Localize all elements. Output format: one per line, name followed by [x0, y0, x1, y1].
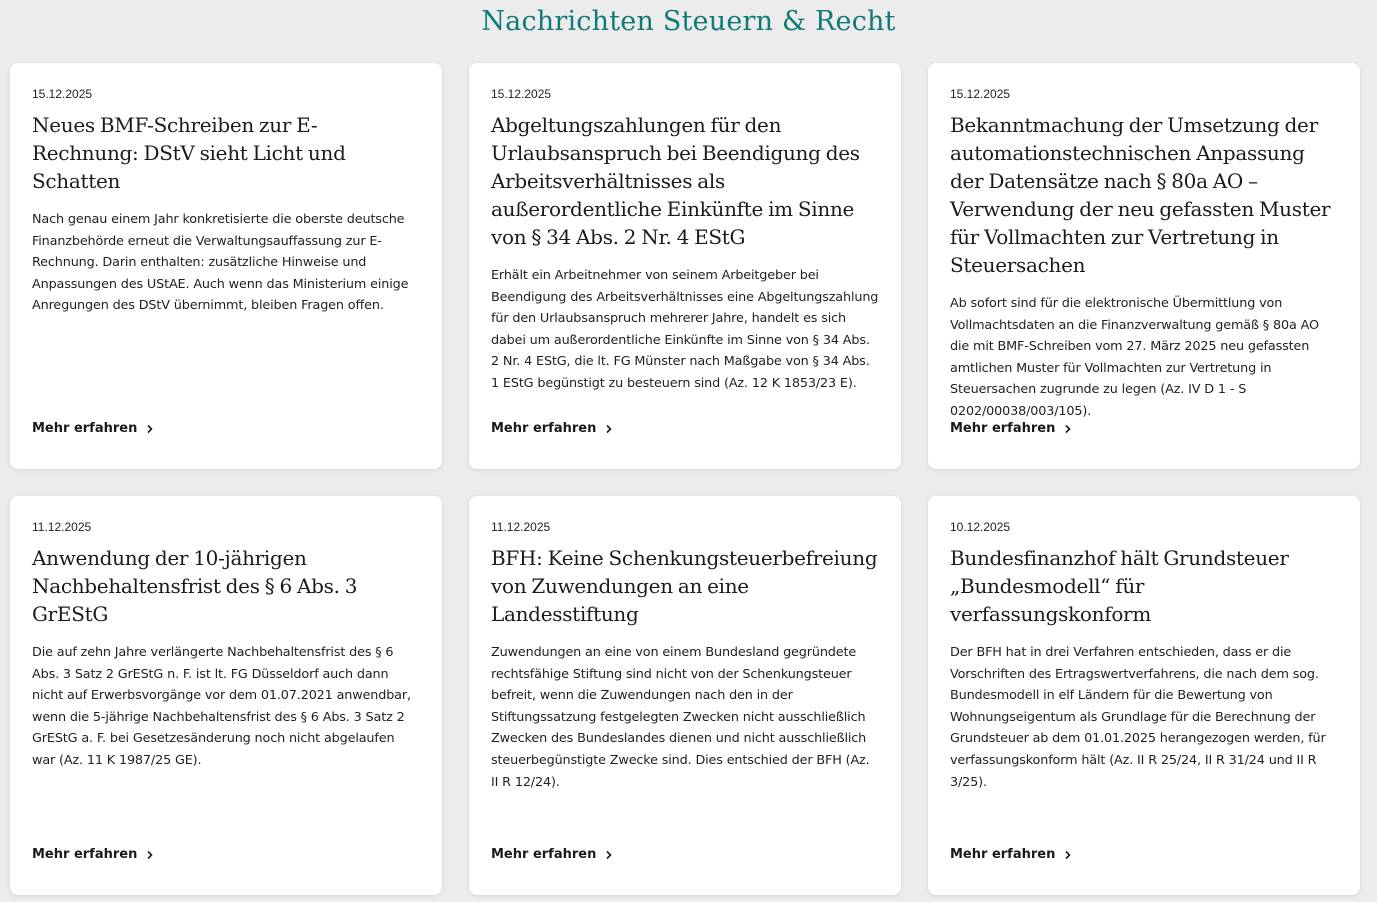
card-title[interactable]: Anwendung der 10-jährigen Nachbehaltensfrist des § 6 Abs. 3 GrEStG — [32, 546, 358, 626]
card-date: 15.12.2025 — [32, 87, 93, 101]
card-teaser: Erhält ein Arbeitnehmer von seinem Arbeitgeber bei Beendigung des Arbeitsverhältnisses eine Abgeltungszahlung für den Urlaubsanspruch mehrerer Jahre, handelt es sich dabei um außerordentliche Einkünfte im Sinne von § 34 Abs. 2 Nr. 4 EStG, die lt. FG Münster nach Maßgabe von § 34 Abs. 1 EStG begünstigt zu besteuern sind (Az. 12 K 1853/23 E). — [491, 268, 879, 391]
news-card — [10, 63, 442, 469]
chevron-right-icon — [1063, 424, 1073, 434]
card-teaser: Zuwendungen an eine von einem Bundesland gegründete rechtsfähige Stiftung sind nicht von der Schenkungsteuer befreit, wenn die Zuwendungen nach den in der Stiftungssatzung festgelegten Zwecken nicht ausschließlich Zwecken des Bundeslandes dienen und nicht ausschließlich steuerbegünstigte Zwecke sind. Dies entschied der BFH (Az. II R 12/24). — [491, 645, 870, 790]
news-card — [928, 496, 1360, 895]
card-title[interactable]: Abgeltungszahlungen für den Urlaubsanspruch bei Beendigung des Arbeitsverhältnisses als außerordentliche Einkünfte im Sinne von § 34 Abs. 2 Nr. 4 EStG — [491, 113, 860, 249]
page-title: Nachrichten Steuern & Recht — [481, 6, 896, 37]
chevron-right-icon — [1063, 850, 1073, 860]
news-card — [10, 496, 442, 895]
card-teaser: Ab sofort sind für die elektronische Übermittlung von Vollmachtsdaten an die Finanzverwaltung gemäß § 80a AO die mit BMF-Schreiben vom 27. März 2025 neu gefassten amtlichen Muster für Vollmachten zur Vertretung in Steuersachen zugrunde zu legen (Az. IV D 1 - S 0202/00038/003/105). — [950, 296, 1319, 419]
more-link-label: Mehr erfahren — [950, 421, 1056, 436]
card-title[interactable]: Neues BMF-Schreiben zur E-Rechnung: DStV sieht Licht und Schatten — [32, 113, 346, 193]
card-date: 15.12.2025 — [491, 87, 552, 101]
more-link[interactable] — [491, 421, 614, 436]
card-date: 11.12.2025 — [491, 520, 551, 534]
more-link-label: Mehr erfahren — [491, 847, 597, 862]
news-card — [469, 63, 901, 469]
more-link-label: Mehr erfahren — [32, 421, 138, 436]
card-date: 10.12.2025 — [950, 520, 1011, 534]
chevron-right-icon — [604, 850, 614, 860]
more-link[interactable] — [32, 421, 155, 436]
chevron-right-icon — [604, 424, 614, 434]
more-link-label: Mehr erfahren — [950, 847, 1056, 862]
card-teaser: Die auf zehn Jahre verlängerte Nachbehaltensfrist des § 6 Abs. 3 Satz 2 GrEStG n. F. ist lt. FG Düsseldorf auch dann nicht auf Erwerbsvorgänge vor dem 01.07.2021 anwendbar, wenn die 5-jährige Nachbehaltensfrist des § 6 Abs. 3 Satz 2 GrEStG a. F. bei Gesetzesänderung noch nicht abgelaufen war (Az. 11 K 1987/25 GE). — [32, 645, 411, 768]
card-teaser: Der BFH hat in drei Verfahren entschieden, dass er die Vorschriften des Ertragswertverfahrens, die nach dem sog. Bundesmodell in elf Ländern für die Bewertung von Wohnungseigentum als Grundlage für die Berechnung der Grundsteuer ab dem 01.01.2025 herangezogen werden, für verfassungskonform hält (Az. II R 25/24, II R 31/24 und II R 3/25). — [950, 645, 1326, 790]
chevron-right-icon — [145, 850, 155, 860]
more-link[interactable] — [950, 847, 1073, 862]
card-date: 11.12.2025 — [32, 520, 92, 534]
news-card — [469, 496, 901, 895]
more-link-label: Mehr erfahren — [491, 421, 597, 436]
card-title[interactable]: Bekanntmachung der Umsetzung der automationstechnischen Anpassung der Datensätze nach § 80a AO – Verwendung der neu gefassten Muster für Vollmachten zur Vertretung in Steuersachen — [950, 113, 1331, 277]
card-title[interactable]: Bundesfinanzhof hält Grundsteuer „Bundesmodell“ für verfassungskonform — [950, 546, 1289, 626]
more-link-label: Mehr erfahren — [32, 847, 138, 862]
more-link[interactable] — [491, 847, 614, 862]
card-title[interactable]: BFH: Keine Schenkungsteuerbefreiung von Zuwendungen an eine Landesstiftung — [491, 546, 878, 626]
more-link[interactable] — [950, 421, 1073, 436]
card-date: 15.12.2025 — [950, 87, 1011, 101]
news-card — [928, 63, 1360, 469]
chevron-right-icon — [145, 424, 155, 434]
more-link[interactable] — [32, 847, 155, 862]
card-teaser: Nach genau einem Jahr konkretisierte die oberste deutsche Finanzbehörde erneut die Verwaltungsauffassung zur E-Rechnung. Darin enthalten: zusätzliche Hinweise und Anpassungen des UStAE. Auch wenn das Ministerium einige Anregungen des DStV übernimmt, bleiben Fragen offen. — [32, 212, 409, 314]
